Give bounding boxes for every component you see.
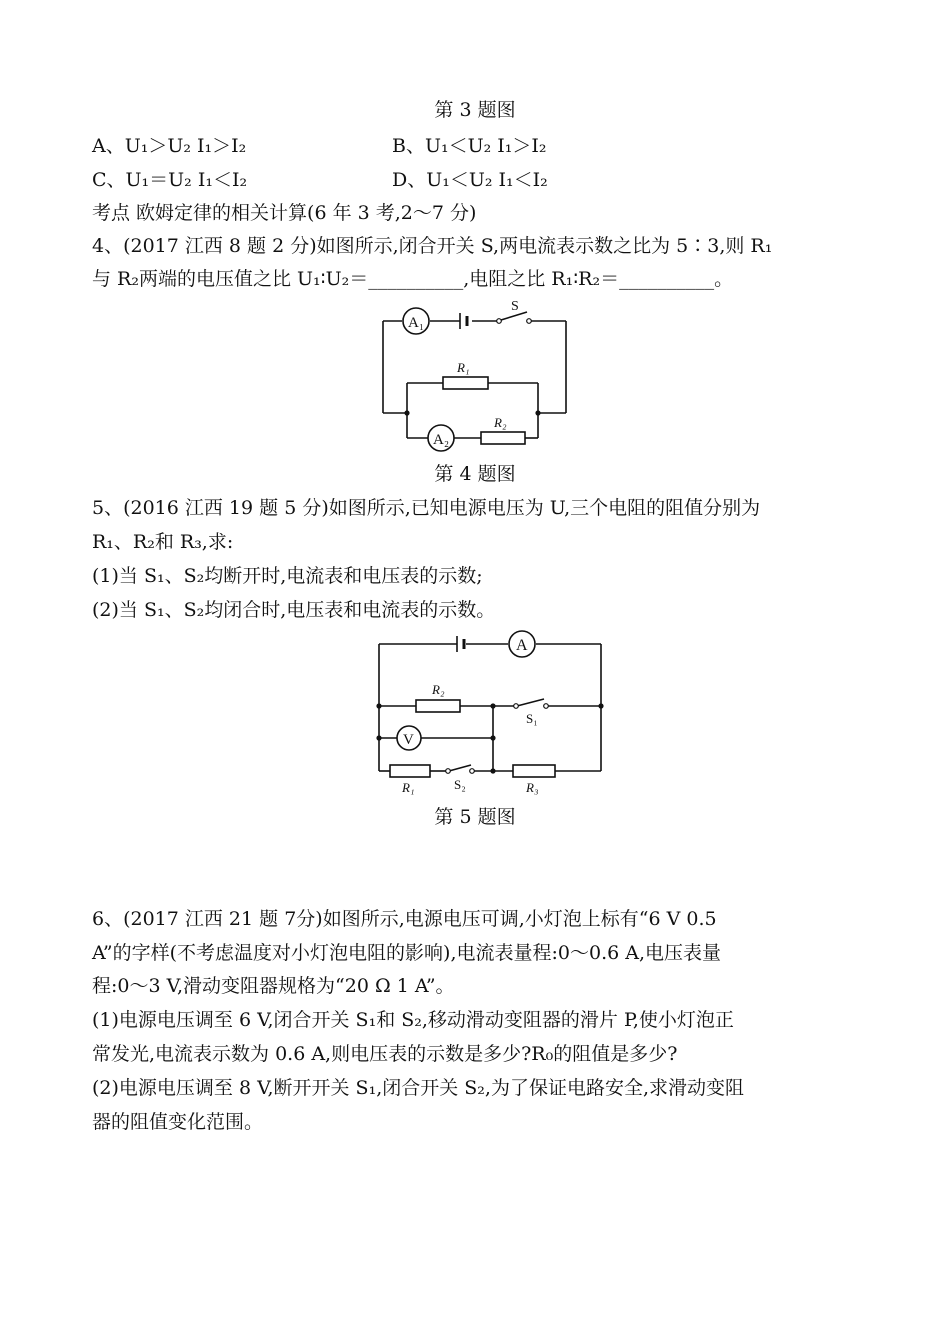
q6-text-line-6: (2)电源电压调至 8 V,断开开关 S₁,闭合开关 S₂,为了保证电路安全,求滑动变阻 [92, 1077, 744, 1099]
switch-s-label: S [511, 299, 519, 314]
option-c: C、U₁＝U₂ I₁＜I₂ [92, 169, 248, 191]
q6-text-line-7: 器的阻值变化范围。 [92, 1111, 264, 1133]
resistor-r2-label: R₂ [494, 415, 507, 430]
q6-text-line-5: 常发光,电流表示数为 0.6 A,则电压表的示数是多少?R₀的阻值是多少? [92, 1043, 678, 1065]
figure-5-circuit [370, 626, 610, 802]
ammeter-a2-label: A₂ [433, 432, 450, 448]
q5-text-line-1: 5、(2016 江西 19 题 5 分)如图所示,已知电源电压为 U,三个电阻的阻值分别为 [92, 497, 761, 519]
q4-text-line-1: 4、(2017 江西 8 题 2 分)如图所示,闭合开关 S,两电流表示数之比为 5∶3,则 R₁ [92, 235, 773, 257]
ammeter-a1-label: A₁ [408, 315, 425, 331]
switch-s2-label: S₂ [454, 777, 466, 792]
figure-3-caption: 第 3 题图 [434, 99, 516, 121]
voltmeter-v-label: V [403, 732, 414, 748]
q6-text-line-4: (1)电源电压调至 6 V,闭合开关 S₁和 S₂,移动滑动变阻器的滑片 P,使小灯泡正 [92, 1009, 734, 1031]
q6-text-line-3: 程:0～3 V,滑动变阻器规格为“20 Ω 1 A”。 [92, 975, 455, 997]
resistor-r1-label: R₁ [457, 360, 470, 375]
q5-text-line-4: (2)当 S₁、S₂均闭合时,电压表和电流表的示数。 [92, 599, 496, 621]
option-a: A、U₁＞U₂ I₁＞I₂ [92, 135, 247, 157]
resistor-r2-label: R₂ [432, 682, 445, 697]
resistor-r1-label: R₁ [402, 780, 415, 795]
q4-text-line-2: 与 R₂两端的电压值之比 U₁∶U₂＝__________,电阻之比 R₁∶R₂＝__________。 [92, 268, 734, 290]
q6-text-line-1: 6、(2017 江西 21 题 7分)如图所示,电源电压可调,小灯泡上标有“6 V 0.5 [92, 908, 717, 930]
figure-4-circuit [370, 296, 580, 456]
figure-4-caption: 第 4 题图 [434, 463, 516, 485]
ammeter-a-label: A [516, 637, 528, 654]
option-b: B、U₁＜U₂ I₁＞I₂ [392, 135, 547, 157]
topic-heading: 考点 欧姆定律的相关计算(6 年 3 考,2～7 分) [92, 202, 477, 224]
q6-text-line-2: A”的字样(不考虑温度对小灯泡电阻的影响),电流表量程:0～0.6 A,电压表量 [92, 942, 722, 964]
option-d: D、U₁＜U₂ I₁＜I₂ [392, 169, 548, 191]
q5-text-line-3: (1)当 S₁、S₂均断开时,电流表和电压表的示数; [92, 565, 483, 587]
figure-5-caption: 第 5 题图 [434, 806, 516, 828]
q5-text-line-2: R₁、R₂和 R₃,求: [92, 531, 234, 553]
resistor-r3-label: R₃ [526, 780, 539, 795]
switch-s1-label: S₁ [526, 711, 538, 726]
